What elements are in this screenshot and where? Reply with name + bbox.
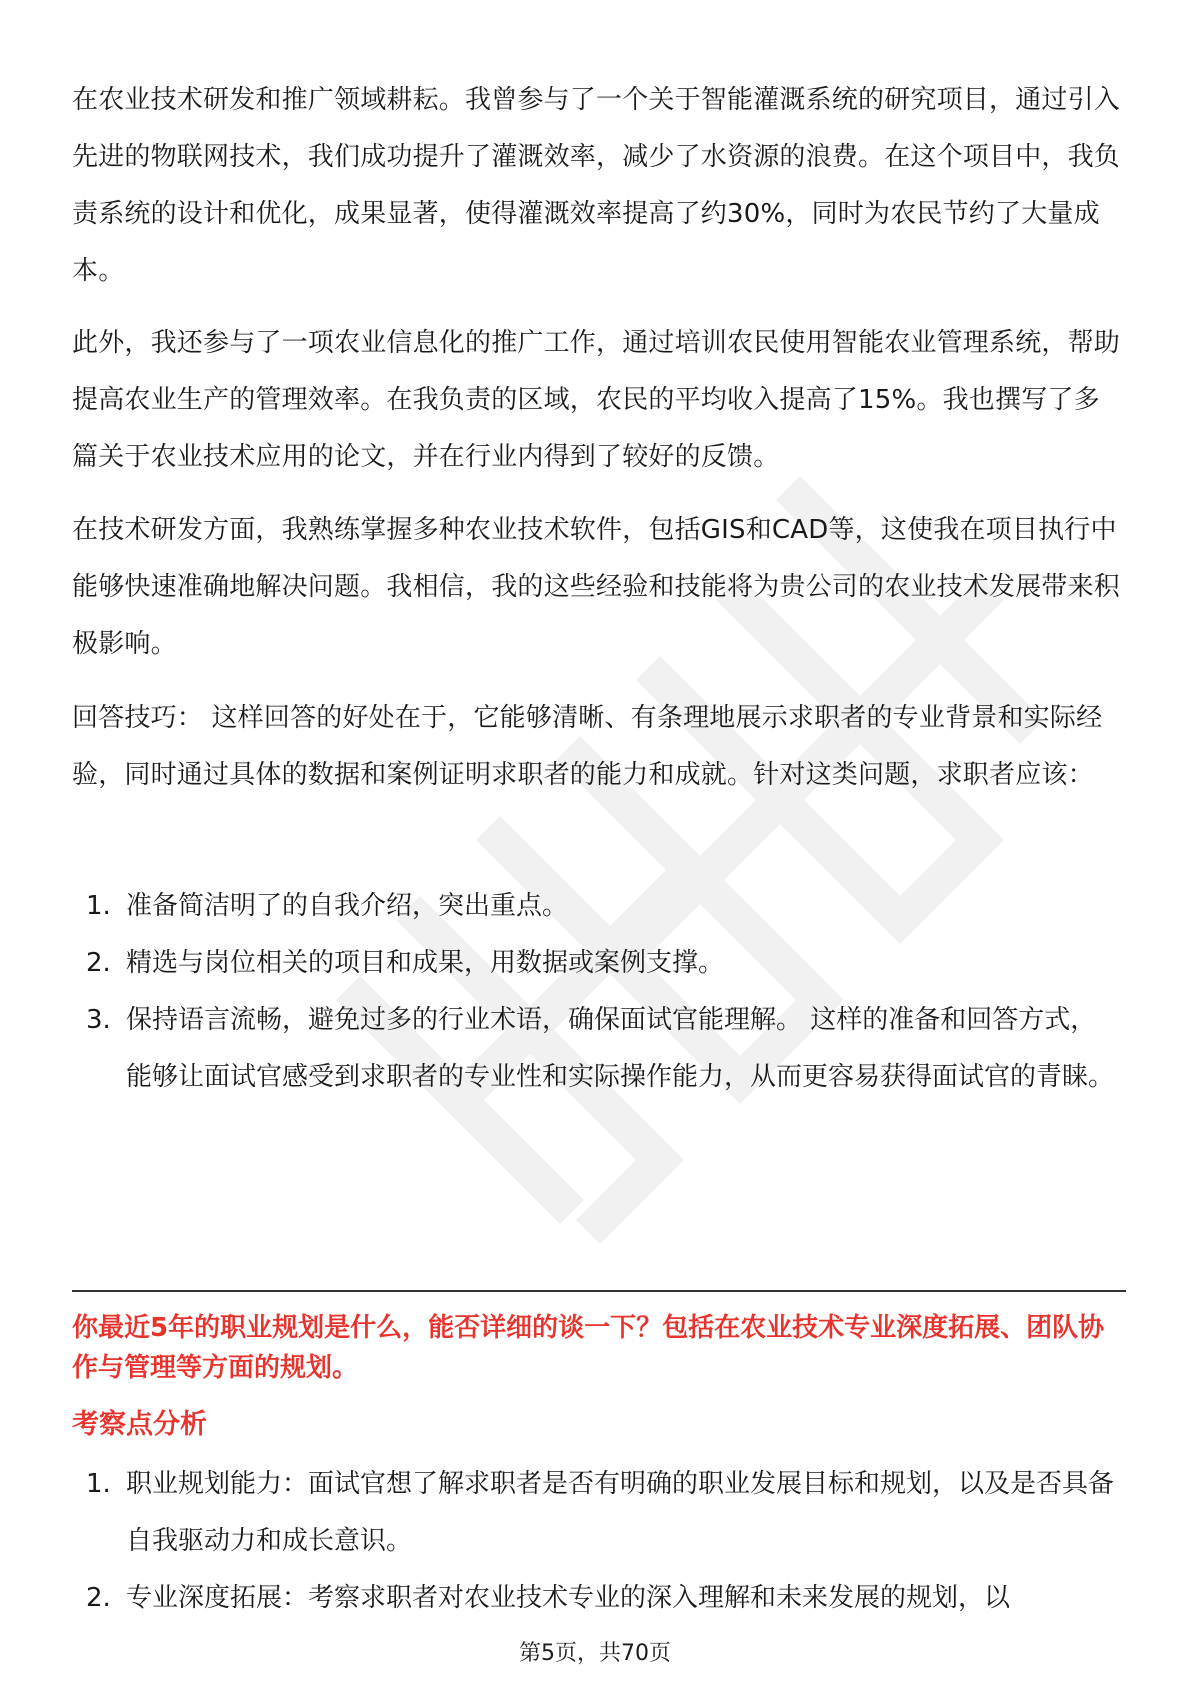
- list-item-text: 准备简洁明了的自我介绍，突出重点。: [126, 891, 569, 921]
- paragraph-tech-skills: 在技术研发方面，我熟练掌握多种农业技术软件，包括GIS和CAD等，这使我在项目执行中能够快速准确地解决问题。我相信，我的这些经验和技能将为贵公司的农业技术发展带来积极影响。: [72, 515, 1121, 659]
- list-item-text: 职业规划能力：面试官想了解求职者是否有明确的职业发展目标和规划，以及是否具备自我驱动力和成长意识。: [126, 1469, 1115, 1556]
- tips-list: [72, 878, 1122, 1106]
- paragraph-answer-tips: 回答技巧： 这样回答的好处在于，它能够清晰、有条理地展示求职者的专业背景和实际经验，同时通过具体的数据和案例证明求职者的能力和成就。针对这类问题，求职者应该：: [72, 703, 1103, 790]
- list-item-text: 保持语言流畅，避免过多的行业术语，确保面试官能理解。 这样的准备和回答方式，能够让面试官感受到求职者的专业性和实际操作能力，从而更容易获得面试官的青睐。: [126, 1005, 1115, 1092]
- page-footer: 第5页，共70页: [519, 1641, 671, 1666]
- list-item: [72, 1456, 1122, 1570]
- analysis-list: [72, 1456, 1122, 1622]
- list-item-text: 专业深度拓展：考察求职者对农业技术专业的深入理解和未来发展的规划，以: [126, 1583, 1011, 1613]
- list-number: 1.: [86, 891, 111, 921]
- list-item: [72, 992, 1122, 1106]
- list-item: [72, 935, 1122, 992]
- paragraph-project-experience: 在农业技术研发和推广领域耕耘。我曾参与了一个关于智能灌溉系统的研究项目，通过引入先进的物联网技术，我们成功提升了灌溉效率，减少了水资源的浪费。在这个项目中，我负责系统的设计和优化，成果显著，使得灌溉效率提高了约30%，同时为农民节约了大量成本。: [72, 85, 1121, 286]
- paragraph-informatization: 此外，我还参与了一项农业信息化的推广工作，通过培训农民使用智能农业管理系统，帮助提高农业生产的管理效率。在我负责的区域，农民的平均收入提高了15%。我也撰写了多篇关于农业技术应用的论文，并在行业内得到了较好的反馈。: [72, 328, 1121, 472]
- list-item-text: 精选与岗位相关的项目和成果，用数据或案例支撑。: [126, 948, 725, 978]
- list-number: 2.: [86, 948, 111, 978]
- analysis-heading: 考察点分析: [72, 1409, 207, 1440]
- list-number: 3.: [86, 1005, 111, 1035]
- list-number: 1.: [86, 1469, 111, 1499]
- list-number: 2.: [86, 1583, 111, 1613]
- list-item: [72, 1570, 1122, 1622]
- list-item: [72, 878, 1122, 935]
- cut-off-line: [72, 0, 1122, 20]
- section-divider: [72, 1290, 1126, 1292]
- question-heading: 你最近5年的职业规划是什么，能否详细的谈一下？包括在农业技术专业深度拓展、团队协作与管理等方面的规划。: [72, 1313, 1105, 1383]
